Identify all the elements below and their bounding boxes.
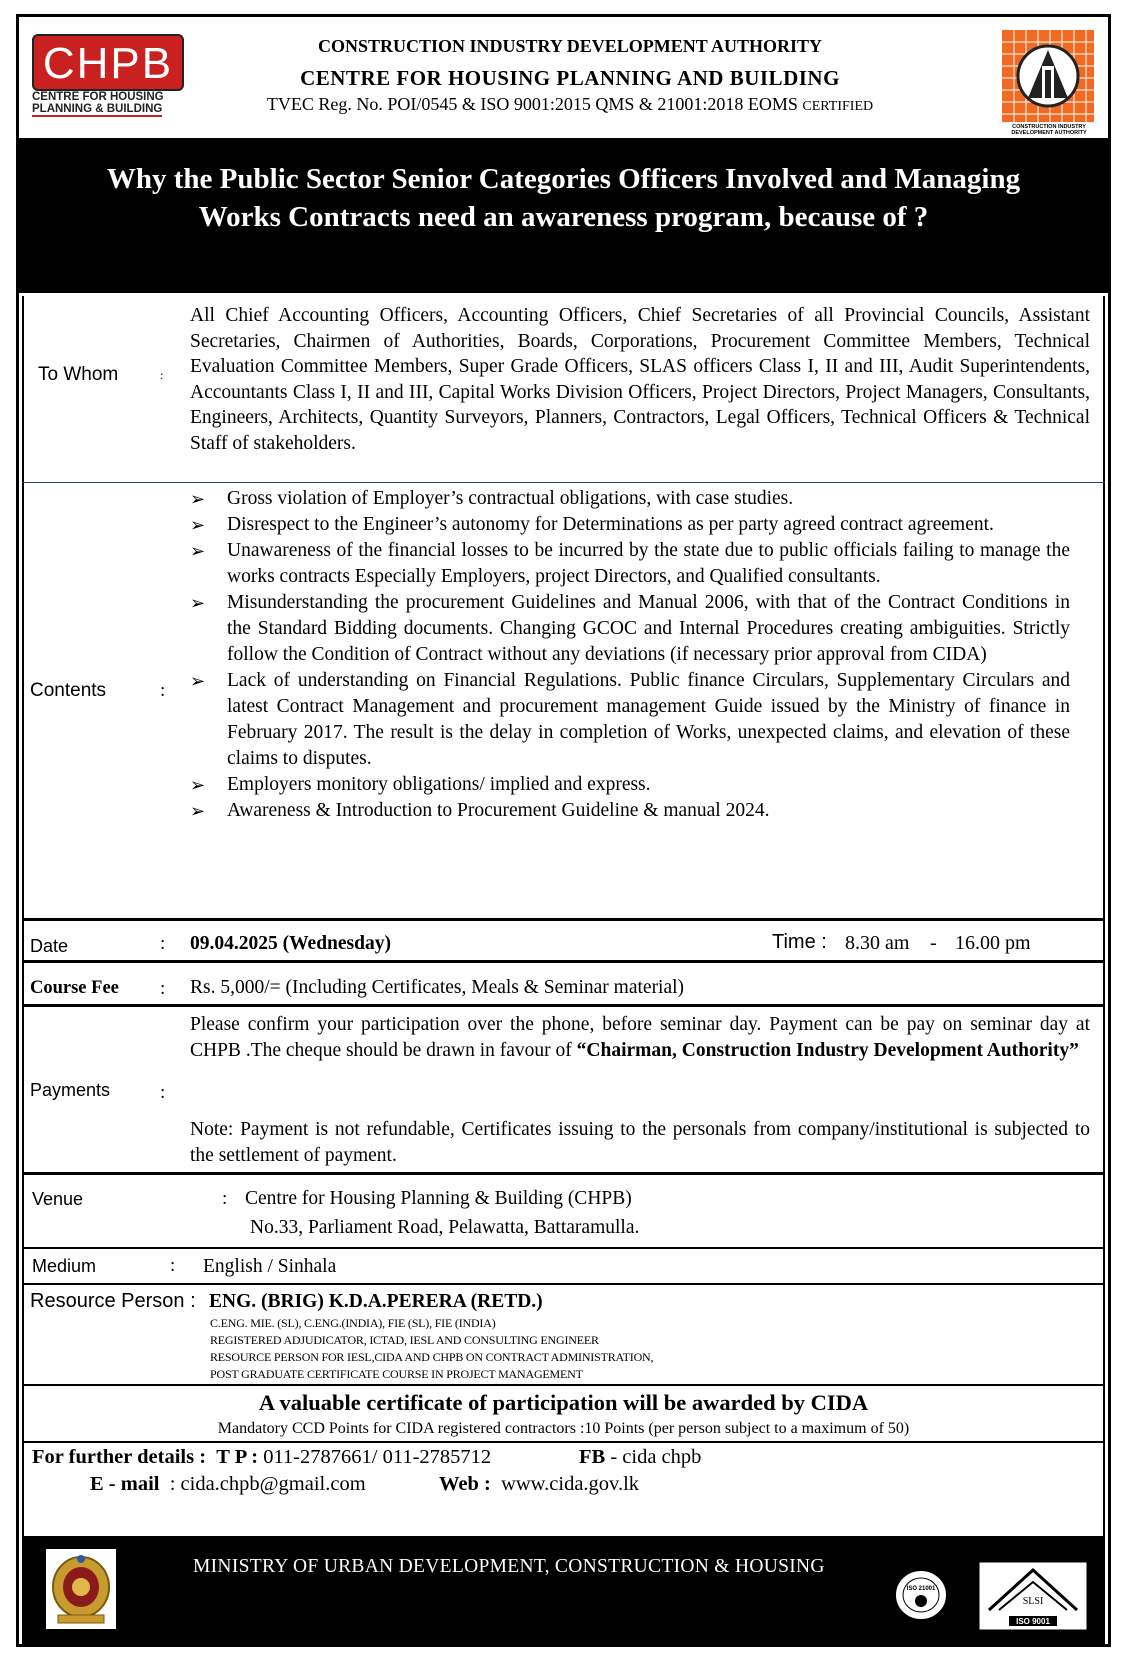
contact-line-1	[32, 1446, 491, 1469]
arrow-bullet-icon: ➢	[190, 671, 206, 691]
registration-text: TVEC Reg. No. POI/0545 & ISO 9001:2015 QMS & 21001:2018 EOMS	[266, 94, 798, 114]
contents-item	[190, 486, 1070, 512]
iso-21001-badge-icon	[893, 1568, 949, 1622]
contents-label: Contents	[30, 680, 107, 701]
payments-text	[190, 1012, 1090, 1064]
date-label: Date	[30, 936, 69, 956]
iso-21001-text: ISO 21001	[906, 1586, 936, 1592]
contents-item	[190, 590, 1070, 668]
date-value: 09.04.2025 (Wednesday)	[190, 933, 391, 954]
slsi-iso-9001-logo-icon	[979, 1562, 1087, 1630]
payments-instructions: Please confirm your participation over the phone, before seminar day. Payment can be pay on seminar day at CHPB .The cheque should be drawn in favour of	[190, 1014, 1090, 1061]
divider-venue	[22, 1247, 1105, 1249]
contents-item	[190, 538, 1070, 590]
contents-item-text: Awareness & Introduction to Procurement Guideline & manual 2024.	[227, 800, 770, 821]
chpb-logo: CHPB	[32, 34, 184, 91]
arrow-bullet-icon: ➢	[190, 515, 206, 535]
fb-value[interactable]: - cida chpb	[610, 1446, 702, 1468]
contents-item	[190, 772, 1070, 798]
contents-item-text: Gross violation of Employer’s contractual obligations, with case studies.	[227, 488, 794, 509]
contents-item	[190, 512, 1070, 538]
time-dash: -	[930, 932, 937, 954]
resource-cred-4: POST GRADUATE CERTIFICATE COURSE IN PROJECT MANAGEMENT	[210, 1367, 583, 1381]
contact-web	[439, 1473, 639, 1496]
arrow-bullet-icon: ➢	[190, 801, 206, 821]
iso-9001-text: ISO 9001	[1016, 1617, 1050, 1626]
venue-line2: No.33, Parliament Road, Pelawatta, Battaramulla.	[250, 1217, 640, 1238]
divider-resource	[22, 1384, 1105, 1386]
medium-colon: :	[170, 1255, 176, 1276]
cida-caption-line2: DEVELOPMENT AUTHORITY	[1011, 130, 1087, 136]
ccd-points-note: Mandatory CCD Points for CIDA registered contractors :10 Points (per person subject to a maximum of 50)	[217, 1420, 910, 1437]
banner-line2: Works Contracts need an awareness program, because of ?	[198, 201, 929, 233]
contents-item-text: Misunderstanding the procurement Guidelines and Manual 2006, with that of the Contract Conditions in the Standard Bidding documents. Changing GCOC and Internal Procedures creating ambiguities. Strictly follow the Condition of Contract without any deviations (if necessary prior approval from CIDA)	[227, 592, 1070, 665]
resource-cred-2: REGISTERED ADJUDICATOR, ICTAD, IESL AND CONSULTING ENGINEER	[210, 1333, 599, 1347]
resource-name: ENG. (BRIG) K.D.A.PERERA (RETD.)	[209, 1291, 543, 1312]
divider-fee	[22, 1004, 1105, 1007]
divider-medium	[22, 1283, 1105, 1285]
web-label: Web :	[439, 1473, 491, 1495]
cida-logo-caption	[1001, 124, 1097, 136]
resource-cred-1: C.ENG. MIE. (SL), C.ENG.(INDIA), FIE (SL), FIE (INDIA)	[210, 1316, 496, 1330]
arrow-bullet-icon: ➢	[190, 541, 206, 561]
divider-contents	[22, 918, 1105, 921]
divider-certificate	[22, 1441, 1105, 1443]
course-fee-colon: :	[160, 978, 166, 999]
authority-title: CONSTRUCTION INDUSTRY DEVELOPMENT AUTHORITY	[318, 36, 822, 56]
resource-label: Resource Person :	[30, 1290, 196, 1312]
arrow-bullet-icon: ➢	[190, 489, 206, 509]
contents-item-text: Lack of understanding on Financial Regulations. Public finance Circulars, Supplementary Circulars and latest Contract Management and procurement management Guide issued by the Ministry of finance in February 2017. The result is the delay in completion of Works, unexpected claims, and elevation of these claims to disputes.	[227, 670, 1070, 769]
to-whom-label: To Whom	[38, 364, 119, 385]
time-end: 16.00 pm	[955, 932, 1031, 954]
chpb-logo-subtitle	[32, 91, 192, 117]
arrow-bullet-icon: ➢	[190, 593, 206, 613]
course-fee-label: Course Fee	[30, 978, 119, 998]
medium-value: English / Sinhala	[203, 1256, 337, 1277]
divider-payments	[22, 1172, 1105, 1175]
ministry-name: MINISTRY OF URBAN DEVELOPMENT, CONSTRUCTION & HOUSING	[193, 1556, 825, 1577]
contact-fb	[579, 1446, 701, 1469]
to-whom-colon: :	[160, 368, 164, 382]
contents-item-text: Unawareness of the financial losses to be incurred by the state due to public officials failing to manage the works contracts Especially Employers, project Directors, and Qualified consultants.	[227, 540, 1070, 587]
registration-line	[200, 94, 940, 115]
medium-label: Medium	[32, 1256, 97, 1276]
payments-note: Note: Payment is not refundable, Certificates issuing to the personals from company/institutional is subjected to the settlement of payment.	[190, 1119, 1090, 1166]
fb-label: FB	[579, 1446, 606, 1468]
certified-text: CERTIFIED	[802, 99, 874, 114]
web-value[interactable]: www.cida.gov.lk	[501, 1473, 640, 1495]
venue-label: Venue	[32, 1189, 84, 1209]
contents-list	[190, 486, 1070, 824]
contents-item-text: Employers monitory obligations/ implied and express.	[227, 774, 651, 795]
centre-title: CENTRE FOR HOUSING PLANNING AND BUILDING	[300, 66, 840, 90]
divider-to-whom	[22, 482, 1105, 483]
slsi-text: SLSI	[1022, 1596, 1044, 1607]
email-label: E - mail	[90, 1473, 160, 1495]
contents-item	[190, 668, 1070, 772]
certificate-headline: A valuable certificate of participation will be awarded by CIDA	[258, 1390, 869, 1415]
contact-label: For further details :	[32, 1446, 207, 1468]
time-label: Time :	[772, 931, 827, 953]
sri-lanka-emblem-icon	[46, 1549, 116, 1629]
chpb-sub-line2: PLANNING & BUILDING	[32, 103, 163, 115]
contents-item	[190, 798, 1070, 824]
contents-item-text: Disrespect to the Engineer’s autonomy for Determinations as per party agreed contract agreement.	[227, 514, 994, 535]
payments-payee: “Chairman, Construction Industry Development Authority”	[576, 1040, 1079, 1061]
resource-cred-3: RESOURCE PERSON FOR IESL,CIDA AND CHPB ON CONTRACT ADMINISTRATION,	[210, 1350, 654, 1364]
contents-colon: :	[160, 680, 166, 701]
time-start: 8.30 am	[845, 932, 910, 954]
cida-logo	[1002, 30, 1094, 130]
date-colon: :	[160, 933, 166, 954]
tp-value[interactable]: 011-2787661/ 011-2785712	[263, 1446, 492, 1468]
banner-line1: Why the Public Sector Senior Categories Officers Involved and Managing	[106, 163, 1021, 195]
divider-date	[22, 960, 1105, 963]
to-whom-text: All Chief Accounting Officers, Accounting Officers, Chief Secretaries of all Provincial Councils, Assistant Secretaries, Chairmen of Authorities, Boards, Corporations, Procurement Committee Members, Technical Evaluation Committee Members, Super Grade Officers, SLAS officers Class I, II and III, Audit Superintendents, Accountants Class I, II and III, Capital Works Division Officers, Project Directors, Project Managers, Consultants, Engineers, Architects, Quantity Surveyors, Planners, Contractors, Legal Officers, Technical Officers & Technical Staff of stakeholders.	[190, 305, 1090, 454]
cida-caption-line1: CONSTRUCTION INDUSTRY	[1012, 124, 1086, 130]
title-banner	[16, 138, 1111, 293]
arrow-bullet-icon: ➢	[190, 775, 206, 795]
contact-email	[90, 1473, 366, 1496]
resource-credentials	[210, 1315, 653, 1383]
course-fee-value: Rs. 5,000/= (Including Certificates, Meals & Seminar material)	[190, 977, 685, 998]
payments-colon: :	[160, 1082, 166, 1103]
payments-label: Payments	[30, 1080, 111, 1100]
tp-label: T P :	[216, 1446, 259, 1468]
venue-colon: :	[222, 1188, 228, 1209]
email-value[interactable]: : cida.chpb@gmail.com	[169, 1473, 366, 1495]
chpb-sub-line1: CENTRE FOR HOUSING	[32, 91, 164, 103]
banner-title	[36, 160, 1091, 236]
venue-line1: Centre for Housing Planning & Building (CHPB)	[245, 1188, 632, 1209]
